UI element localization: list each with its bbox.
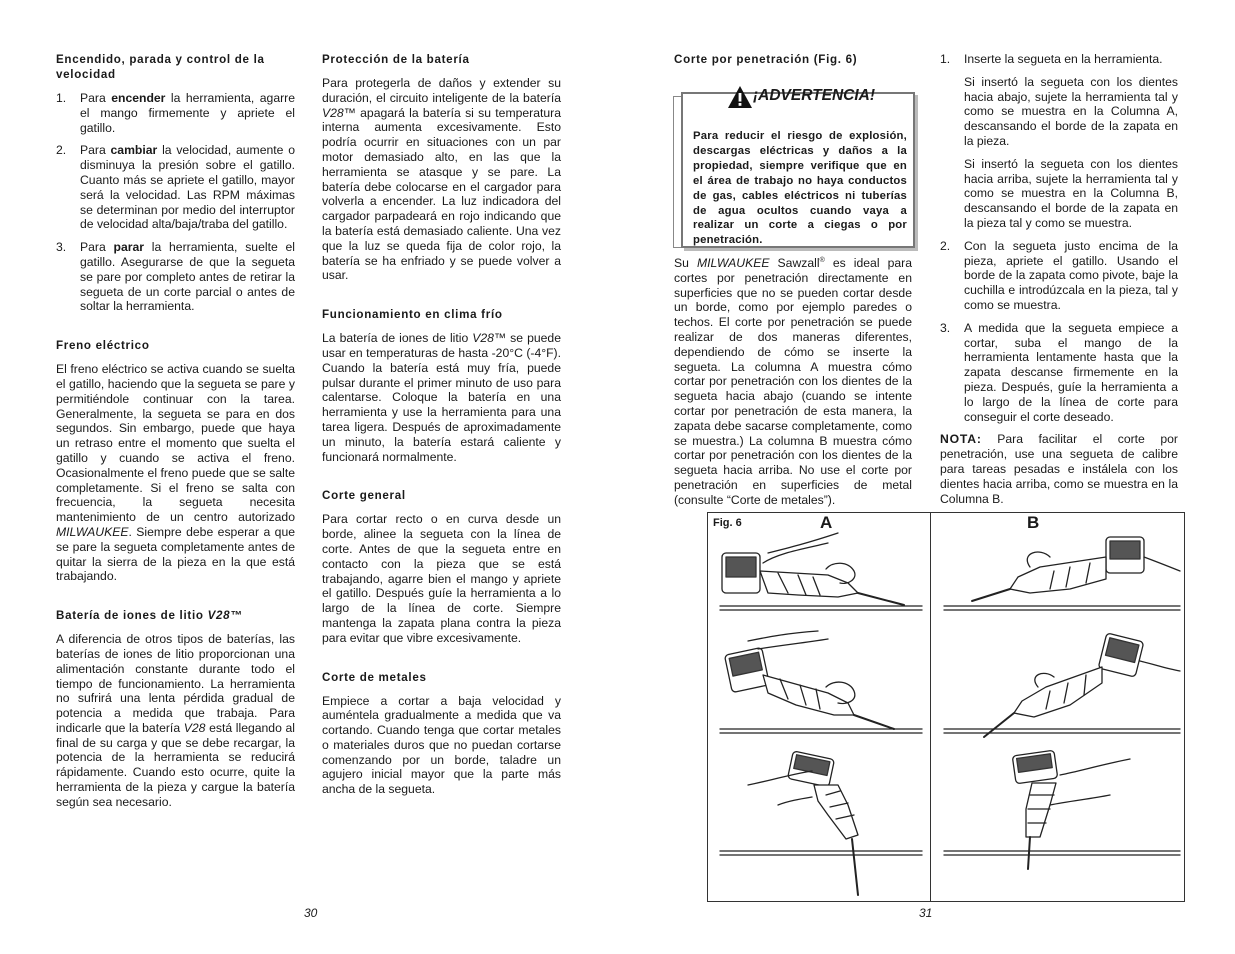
section-title-general-cutting: Corte general xyxy=(322,489,406,503)
section-title-cold-weather: Funcionamiento en clima frío xyxy=(322,308,503,322)
illustration-b2 xyxy=(944,633,1180,737)
power-steps-list xyxy=(56,91,295,314)
cold-weather-paragraph: La batería de iones de litio V28™ se puede usar en temperaturas de hasta -20°C (-4°F). Cuando la batería está muy fría, puede pulsar durante el primer minuto de uso para calentarse. Coloque la batería en una herramienta y use la herramienta para una tarea ligera. Después de aproximadamente un minuto, la batería estará caliente y funcionará normalmente. xyxy=(322,331,561,464)
section-title-metal-cutting: Corte de metales xyxy=(322,670,427,684)
illustration-b1 xyxy=(944,537,1180,610)
figure-6 xyxy=(707,512,1185,902)
illustration-b3 xyxy=(944,750,1180,869)
plunge-cutting-paragraph: Su MILWAUKEE Sawzall® es ideal para cortes por penetración directamente en superficies que no se pueden cortar desde un borde, como por ejemplo paredes o techos. El corte por penetración se puede realizar de dos maneras diferentes, dependiendo de cómo se inserte la segueta. La columna A muestra cómo cortar por penetración con los dientes de la segueta hacia abajo (cuando se intente cortar por penetración de esta manera, la zapata debe sacarse completamente, como se muestra.) La columna B muestra cómo cortar por penetración con los dientes de la segueta hacia arriba. No use el corte por penetración en superficies de metal (consulte “Corte de metales”). xyxy=(674,256,912,507)
left-column-1 xyxy=(56,52,295,818)
figure-column-b-label: B xyxy=(1027,513,1040,532)
warning-box xyxy=(673,84,913,249)
list-item: 3. A medida que la segueta empiece a cortar, suba el mango de la herramienta lentamente hasta que la zapata descanse firmemente en la pieza. Después, guíe la herramienta a lo largo de la línea de corte para conseguir el corte deseado. xyxy=(940,320,1178,424)
note-paragraph: NOTA: Para facilitar el corte por penetración, use una segueta de calibre para tareas pesadas e instálela con los dientes hacia arriba, como se muestra en la Columna B. xyxy=(940,432,1178,506)
list-item: 3. Para parar la herramienta, suelte el gatillo. Asegurarse de que la segueta se pare por completo antes de retirar la segueta de un corte parcial o antes de soltar la herramienta. xyxy=(56,240,295,314)
section-title-plunge-cutting: Corte por penetración (Fig. 6) xyxy=(674,53,858,66)
section-title-power: Encendido, parada y control de la velocidad xyxy=(56,53,265,81)
plunge-steps-list xyxy=(940,52,1178,424)
figure-column-a-label: A xyxy=(820,513,833,532)
illustration-a1 xyxy=(720,533,922,610)
illustration-a3 xyxy=(720,751,922,895)
list-item: 2. Con la segueta justo encima de la pieza, apriete el gatillo. Usando el borde de la zapata como pivote, baje la cuchilla e introdúzcala en la pieza, tal y como se muestra. xyxy=(940,238,1178,312)
list-item: 1. Inserte la segueta en la herramienta. Si insertó la segueta con los dientes hacia abajo, sujete la herramienta tal y como se muestra en la Columna A, descansando el borde de la zapata en la pieza. Si insertó la segueta con los dientes hacia arriba, sujete la herramienta tal y como se muestra en la Columna B, descansando el borde de la zapata en la pieza tal y como se muestra. xyxy=(940,52,1178,230)
battery-protection-paragraph: Para protegerla de daños y extender su duración, el circuito inteligente de la batería V28™ apagará la batería si su temperatura interna aumenta excesivamente. Esto podría ocurrir en situaciones con un par motor demasiado alto, en las que la herramienta se atasque y se pare. La batería debe colocarse en el cargador para volverla a encender. La luz indicadora del cargador parpadeará en rojo indicando que la batería está demasiado caliente. Una vez que la luz se queda fija de color rojo, la batería se ha enfriado y se puede volver a usar. xyxy=(322,76,561,283)
section-title-brake: Freno eléctrico xyxy=(56,339,150,353)
right-column-4 xyxy=(940,52,1178,514)
left-column-2 xyxy=(322,52,561,805)
general-cutting-paragraph: Para cortar recto o en curva desde un borde, alinee la segueta con la línea de corte. Antes de que la segueta entre en contacto con la pieza que se está trabajando, agarre bien el mango y apriete el gatillo. Después guíe la herramienta a lo largo de la línea de corte. Siempre mantenga la zapata plana contra la pieza para evitar que vibre excesivamente. xyxy=(322,512,561,645)
page-number-right: 31 xyxy=(919,906,933,920)
brake-paragraph: El freno eléctrico se activa cuando se suelta el gatillo, haciendo que la segueta se pare y permitiéndole continuar con la tarea. Generalmente, la segueta se para en dos segundos. Sin embargo, puede que haya un retraso entre el momento que suelta el gatillo y cuando se activa el freno. Ocasionalmente el freno puede que se salte completamente. Si el freno se salta con frecuencia, la segueta necesita mantenimiento de un centro autorizado MILWAUKEE. Siempre debe esperar a que se pare la segueta completamente antes de quitar la sierra de la pieza en la que está trabajando. xyxy=(56,362,295,584)
list-item: 2. Para cambiar la velocidad, aumente o disminuya la presión sobre el gatillo. Cuanto más se apriete el gatillo, mayor será la velocidad. Las RPM máximas se determinan por medio del interruptor de velocidad alta/baja/traba del gatillo. xyxy=(56,143,295,232)
list-item: 1. Para encender la herramienta, agarre el mango firmemente y apriete el gatillo. xyxy=(56,91,295,135)
illustration-a2 xyxy=(720,631,922,733)
metal-cutting-paragraph: Empiece a cortar a baja velocidad y auméntela gradualmente a medida que va cortando. Cuando tenga que cortar metales o materiales duros que no puedan cortarse comenzando por un borde, taladre un agujero inicial mayor que la parte más ancha de la segueta. xyxy=(322,693,561,797)
figure-divider xyxy=(930,513,931,901)
warning-title xyxy=(723,84,913,110)
section-title-battery-protection: Protección de la batería xyxy=(322,53,470,66)
figure-illustrations xyxy=(708,513,1184,901)
section-title-battery: Batería de iones de litio V28™ xyxy=(56,609,243,623)
warning-triangle-icon xyxy=(727,85,753,109)
warning-text: Para reducir el riesgo de explosión, descargas eléctricas y daños a la propiedad, siempre verifique que en el área de trabajo no haya conductos de gas, cables eléctricos ni tuberías de agua ocultos cuando vaya a realizar un corte a ciegas o por penetración. xyxy=(693,130,907,247)
battery-paragraph: A diferencia de otros tipos de baterías, las baterías de iones de litio proporcionan una alimentación constante durante todo el tiempo de funcionamiento. La herramienta no sufrirá una lenta pérdida gradual de potencia a medida que trabaja. Para indicarle que la batería V28 está llegando al final de su carga y que se debe recargar, la potencia de la herramienta se reducirá rápidamente. Cuando esto ocurre, quite la herramienta de la pieza y cargue la batería según sea necesario. xyxy=(56,632,295,809)
page-number-left: 30 xyxy=(304,906,318,920)
plunge-cutting-body xyxy=(674,256,912,516)
warning-label: ¡ADVERTENCIA! xyxy=(753,87,875,104)
right-column-3 xyxy=(674,52,912,76)
figure-label: Fig. 6 xyxy=(713,517,742,529)
